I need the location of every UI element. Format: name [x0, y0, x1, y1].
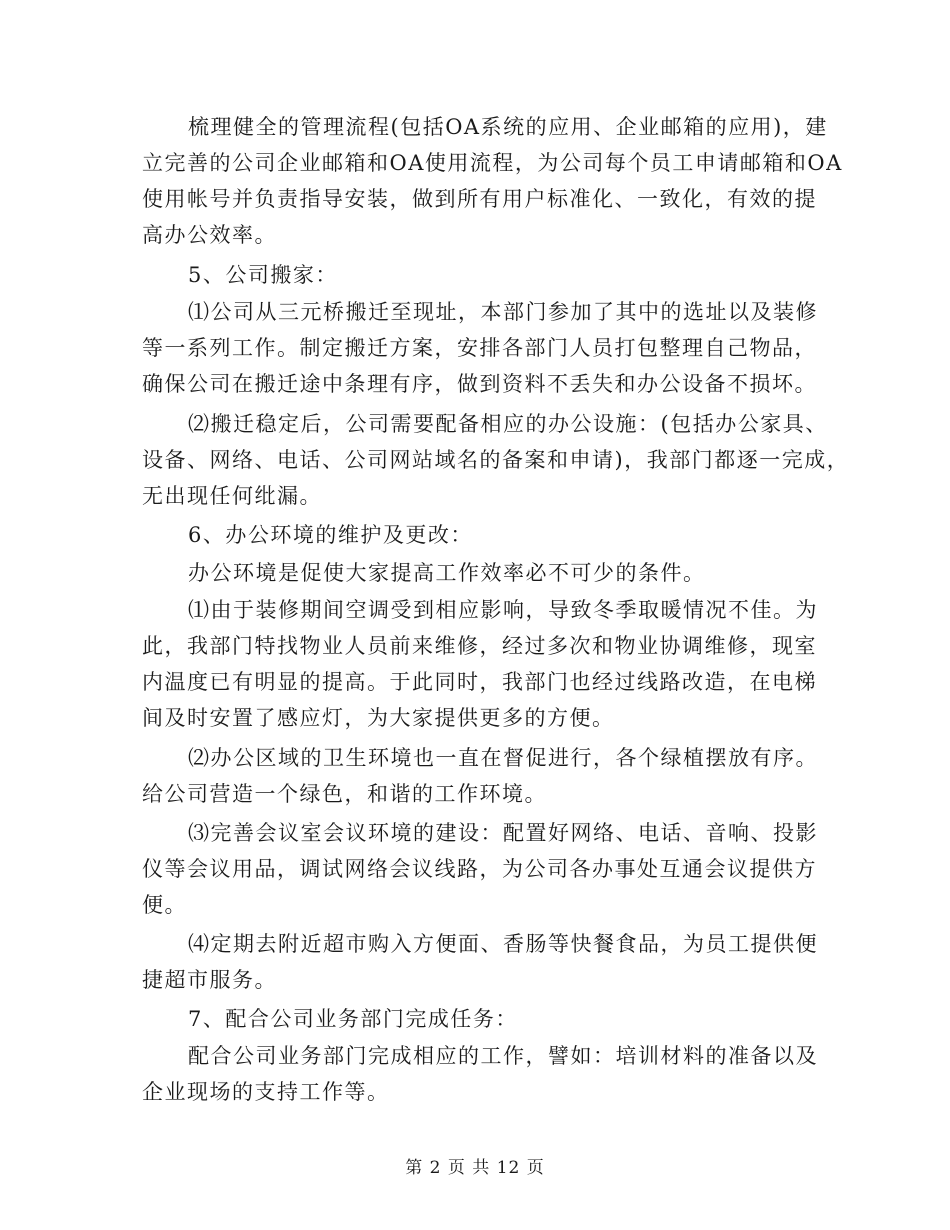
section-heading: 5、公司搬家： [188, 263, 338, 287]
paragraph-line: 此，我部门特找物业人员前来维修，经过多次和物业协调维修，现室 [142, 634, 817, 658]
paragraph-line: 仪等会议用品，调试网络会议线路，为公司各办事处互通会议提供方 [142, 857, 817, 881]
paragraph-line: 给公司营造一个绿色，和谐的工作环境。 [142, 782, 547, 806]
paragraph-line: 内温度已有明显的提高。于此同时，我部门也经过线路改造，在电梯 [142, 670, 817, 694]
paragraph-line: 便。 [142, 893, 187, 917]
paragraph-line: ⑶完善会议室会议环境的建设：配置好网络、电话、音响、投影 [188, 821, 818, 845]
paragraph-line: 捷超市服务。 [142, 968, 277, 992]
paragraph-line: 等一系列工作。制定搬迁方案，安排各部门人员打包整理自己物品， [142, 336, 817, 360]
paragraph-line: 设备、网络、电话、公司网站域名的备案和申请)，我部门都逐一完成， [142, 448, 850, 472]
page-number-footer: 第 2 页 共 12 页 [405, 1158, 545, 1178]
paragraph-line: ⑷定期去附近超市购入方便面、香肠等快餐食品，为员工提供便 [188, 932, 818, 956]
paragraph-line: 使用帐号并负责指导安装，做到所有用户标准化、一致化，有效的提 [142, 187, 817, 211]
paragraph-line: 立完善的公司企业邮箱和OA使用流程，为公司每个员工申请邮箱和OA [142, 151, 843, 175]
paragraph-line: 间及时安置了感应灯，为大家提供更多的方便。 [142, 706, 615, 730]
paragraph-line: ⑵搬迁稳定后，公司需要配备相应的办公设施：(包括办公家具、 [188, 412, 828, 436]
paragraph-line: 高办公效率。 [142, 223, 277, 247]
paragraph-line: ⑴公司从三元桥搬迁至现址，本部门参加了其中的选址以及装修 [188, 300, 818, 324]
section-heading: 6、办公环境的维护及更改： [188, 523, 473, 547]
paragraph-line: 梳理健全的管理流程(包括OA系统的应用、企业邮箱的应用)，建 [188, 115, 828, 139]
paragraph-line: 企业现场的支持工作等。 [142, 1080, 390, 1104]
paragraph-line: ⑵办公区域的卫生环境也一直在督促进行，各个绿植摆放有序。 [188, 746, 818, 770]
paragraph-line: 无出现任何纰漏。 [142, 484, 322, 508]
paragraph-line: 配合公司业务部门完成相应的工作，譬如：培训材料的准备以及 [188, 1044, 818, 1068]
paragraph-line: ⑴由于装修期间空调受到相应影响，导致冬季取暖情况不佳。为 [188, 598, 818, 622]
section-heading: 7、配合公司业务部门完成任务： [188, 1007, 518, 1031]
paragraph-line: 办公环境是促使大家提高工作效率必不可少的条件。 [188, 561, 706, 585]
paragraph-line: 确保公司在搬迁途中条理有序，做到资料不丢失和办公设备不损坏。 [142, 372, 817, 396]
